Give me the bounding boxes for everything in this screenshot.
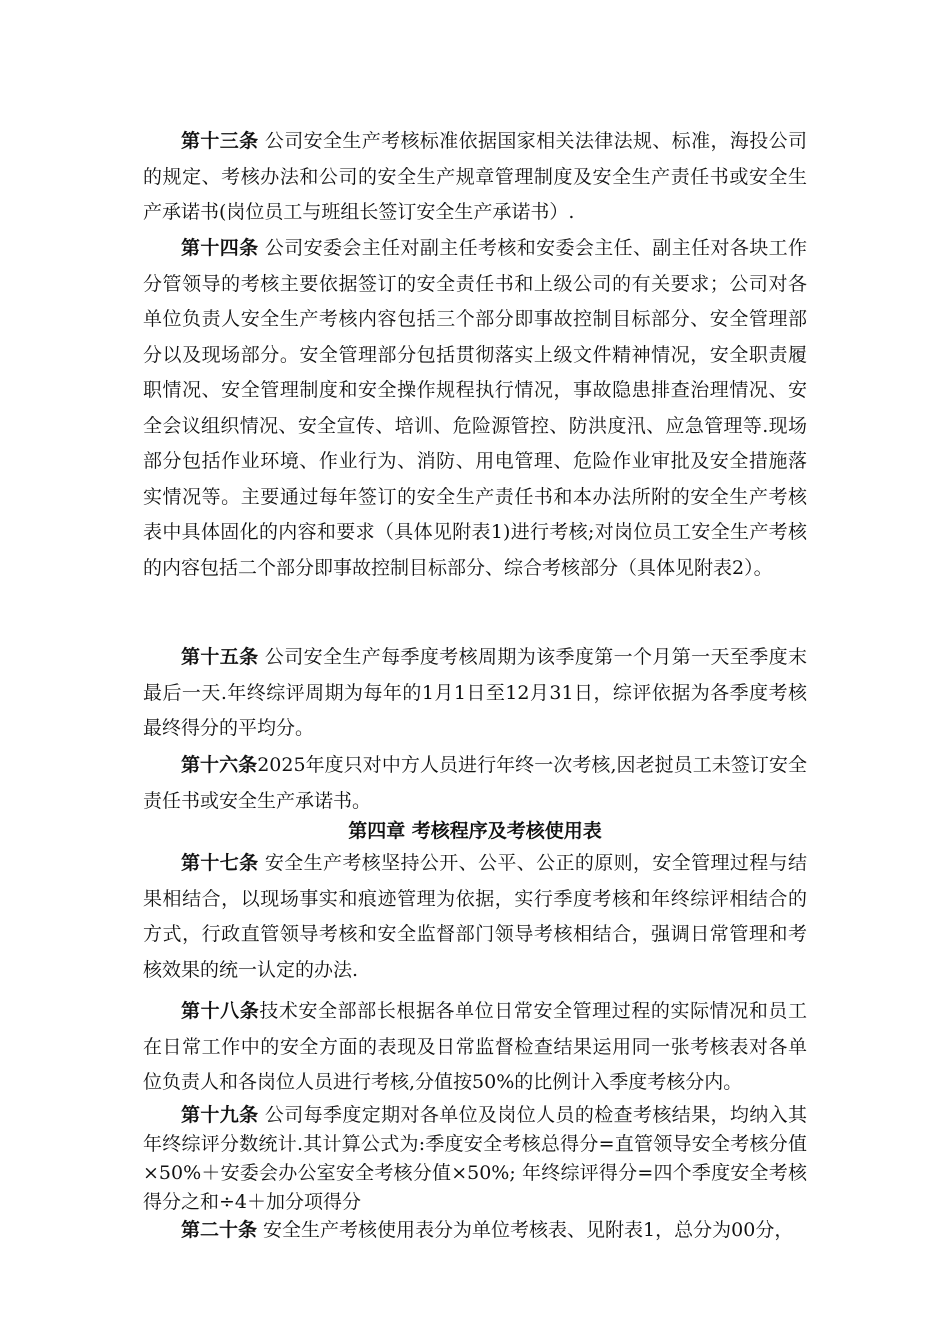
article-label: 第十八条 <box>181 1000 260 1022</box>
chapter-heading: 第四章 考核程序及考核使用表 <box>348 820 602 842</box>
article-15 <box>143 640 807 747</box>
article-20 <box>143 1216 807 1245</box>
article-label: 第十九条 <box>181 1104 259 1126</box>
article-text: 技术安全部部长根据各单位日常安全管理过程的实际情况和员工在日常工作中的安全方面的表现及日常监督检查结果运用同一张考核表对各单位负责人和各岗位人员进行考核,分值按50%的比例计入季度考核分内。 <box>143 1000 807 1093</box>
article-14 <box>143 231 807 586</box>
article-text: 安全生产考核使用表分为单位考核表、见附表1，总分为00分， <box>257 1219 794 1241</box>
article-17 <box>143 846 807 988</box>
article-label: 第十四条 <box>181 237 259 259</box>
article-16 <box>143 748 807 819</box>
article-label: 第十六条 <box>181 754 258 776</box>
article-text: 公司安全生产考核标准依据国家相关法律法规、标准，海投公司的规定、考核办法和公司的安全生产规章管理制度及安全生产责任书或安全生产承诺书(岗位员工与班组长签订安全生产承诺书）. <box>143 130 807 223</box>
article-label: 第十七条 <box>181 852 259 874</box>
article-18 <box>143 994 807 1101</box>
article-label: 第十三条 <box>181 130 259 152</box>
article-text: 2025年度只对中方人员进行年终一次考核,因老挝员工未签订安全责任书或安全生产承诺书。 <box>143 754 807 812</box>
article-text: 公司安委会主任对副主任考核和安委会主任、副主任对各块工作分管领导的考核主要依据签订的安全责任书和上级公司的有关要求；公司对各单位负责人安全生产考核内容包括三个部分即事故控制目标部分、安全管理部分以及现场部分。安全管理部分包括贯彻落实上级文件精神情况，安全职责履职情况、安全管理制度和安全操作规程执行情况，事故隐患排查治理情况、安全会议组织情况、安全宣传、培训、危险源管控、防洪度汛、应急管理等.现场部分包括作业环境、作业行为、消防、用电管理、危险作业审批及安全措施落实情况等。主要通过每年签订的安全生产责任书和本办法所附的安全生产考核表中具体固化的内容和要求（具体见附表1)进行考核;对岗位员工安全生产考核的内容包括二个部分即事故控制目标部分、综合考核部分（具体见附表2）。 <box>143 237 807 579</box>
article-text: 公司安全生产每季度考核周期为该季度第一个月第一天至季度末最后一天.年终综评周期为每年的1月1日至12月31日，综评依据为各季度考核最终得分的平均分。 <box>143 646 807 739</box>
article-19 <box>143 1101 807 1217</box>
article-13 <box>143 124 807 231</box>
article-label: 第二十条 <box>181 1219 258 1241</box>
article-text: 安全生产考核坚持公开、公平、公正的原则，安全管理过程与结果相结合，以现场事实和痕迹管理为依据，实行季度考核和年终综评相结合的方式，行政直管领导考核和安全监督部门领导考核相结合，强调日常管理和考核效果的统一认定的办法. <box>143 852 807 981</box>
article-label: 第十五条 <box>181 646 259 668</box>
article-text: 公司每季度定期对各单位及岗位人员的检查考核结果，均纳入其年终综评分数统计.其计算公式为:季度安全考核总得分=直管领导安全考核分值×50%＋安委会办公室安全考核分值×50%; 年终综评得分=四个季度安全考核得分之和÷4＋加分项得分 <box>143 1104 807 1213</box>
